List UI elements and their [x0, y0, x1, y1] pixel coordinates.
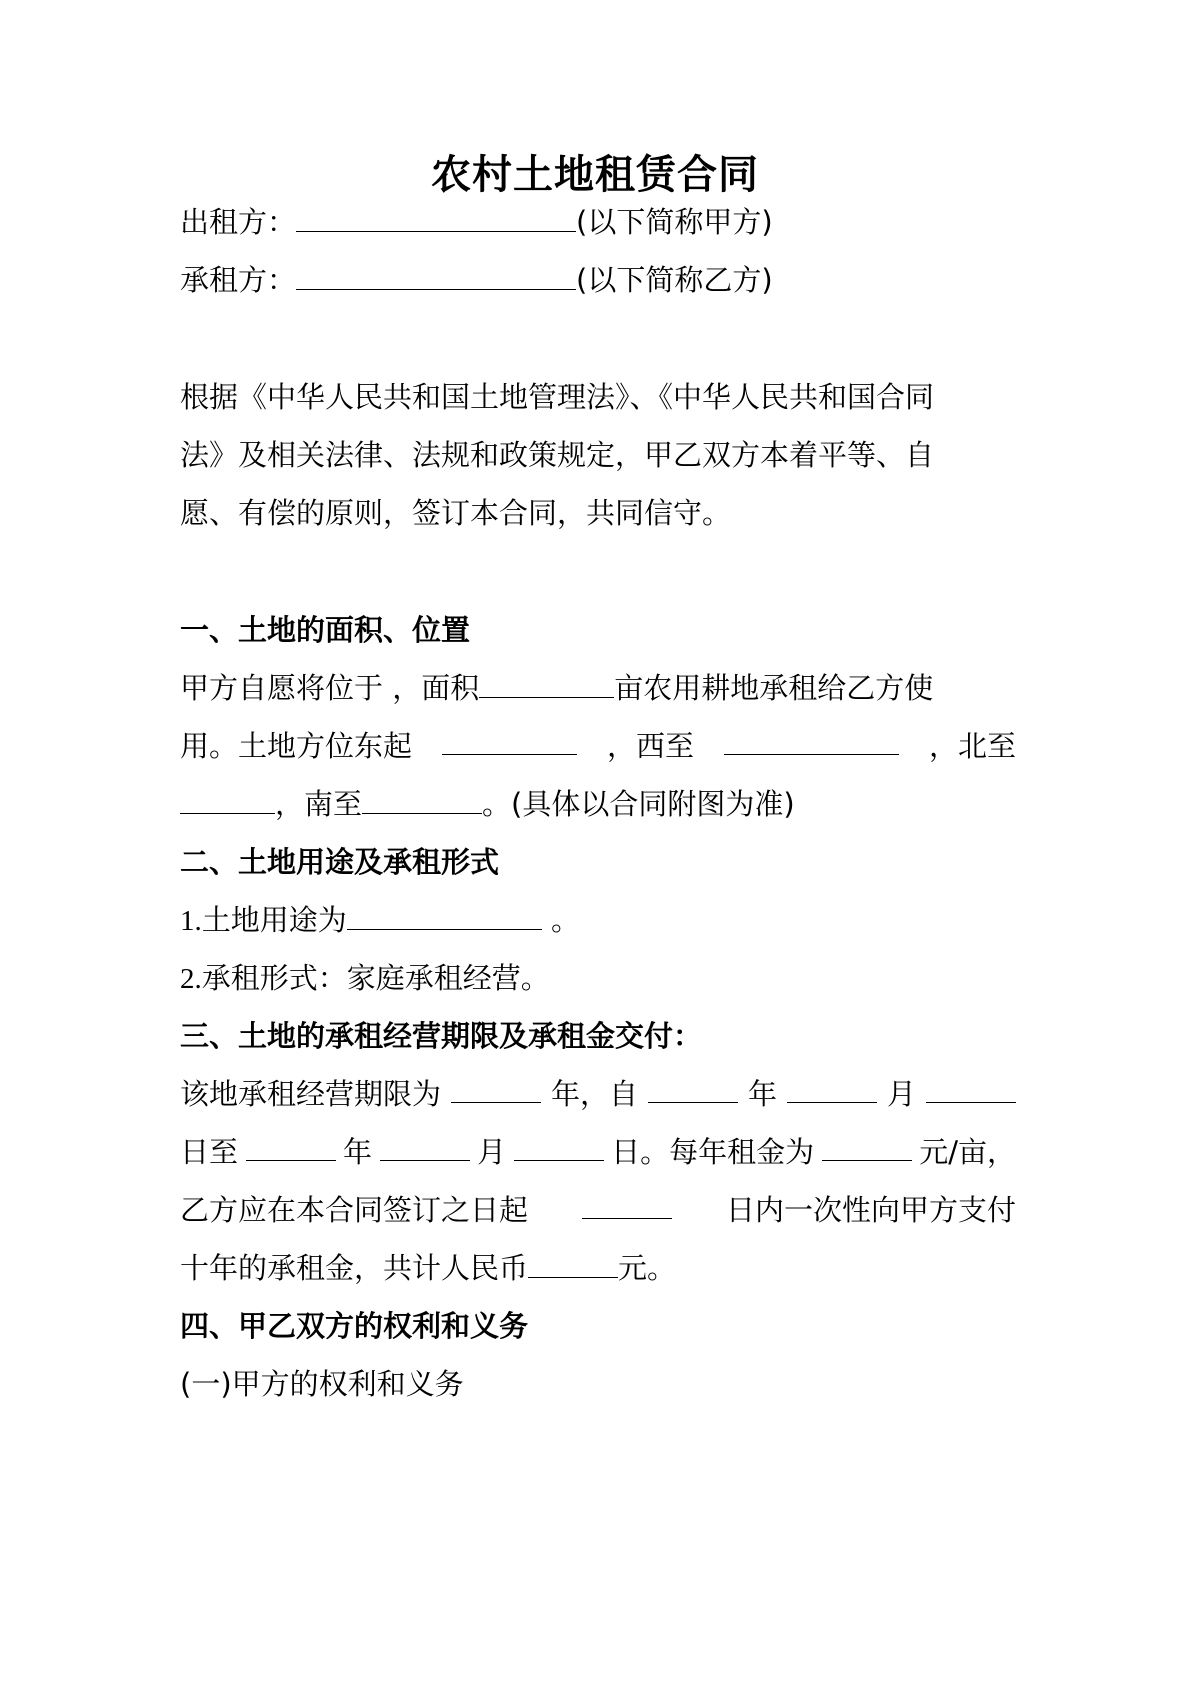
rent-per-mu-blank[interactable] [822, 1130, 912, 1161]
section4-heading: 四、甲乙双方的权利和义务 [180, 1309, 529, 1343]
document-title: 农村土地租赁合同 [431, 152, 759, 198]
section3-line-3 [180, 1188, 1016, 1232]
section1-text: ，西至 [606, 729, 694, 763]
term-years-blank[interactable] [451, 1072, 541, 1103]
section3-text: 乙方应在本合同签订之日起 [180, 1193, 529, 1227]
section3-text: 年 [747, 1077, 777, 1111]
lessor-line [180, 200, 1020, 244]
section3-line-1 [180, 1072, 1016, 1116]
section1-text: ，北至 [928, 729, 1016, 763]
total-rent-blank[interactable] [528, 1247, 618, 1278]
lessor-label: 出租方： [180, 205, 297, 239]
section3-text: 日。每年租金为 [611, 1135, 815, 1169]
lessee-name-blank[interactable] [296, 259, 576, 290]
end-month-blank[interactable] [380, 1130, 470, 1161]
lessor-name-blank[interactable] [296, 201, 576, 232]
section1-heading: 一、土地的面积、位置 [180, 613, 471, 647]
start-month-blank[interactable] [787, 1072, 877, 1103]
item-number: 1. [180, 905, 202, 937]
area-blank[interactable] [479, 667, 614, 698]
section3-text: 元/亩， [919, 1135, 1016, 1169]
section1-line-2 [180, 724, 1016, 768]
west-boundary-blank[interactable] [724, 724, 899, 755]
section1-text: 亩农用耕地承租给乙方使 [614, 671, 934, 705]
section3-text: 元。 [618, 1251, 677, 1285]
section3-line-4 [180, 1246, 1020, 1290]
section3-text: 该地承租经营期限为 [180, 1077, 442, 1111]
north-boundary-blank[interactable] [180, 783, 275, 814]
lessee-line [180, 258, 1020, 302]
section2-item-2 [180, 956, 1020, 1001]
section3-text: 十年的承租金，共计人民币 [180, 1251, 529, 1285]
section1-line-3 [180, 782, 1020, 826]
section2-text: 土地用途为 [201, 903, 347, 937]
section3-text: 日内一次性向甲方支付 [725, 1193, 1016, 1227]
section3-text: 月 [886, 1077, 916, 1111]
section2-heading: 二、土地用途及承租形式 [180, 845, 500, 879]
section2-text: 。 [541, 903, 580, 937]
section3-heading: 三、土地的承租经营期限及承租金交付： [180, 1019, 703, 1053]
section3-text: 年 [343, 1135, 373, 1169]
south-boundary-blank[interactable] [362, 783, 482, 814]
start-year-blank[interactable] [648, 1072, 738, 1103]
start-day-blank[interactable] [926, 1072, 1016, 1103]
east-boundary-blank[interactable] [442, 724, 577, 755]
preamble-line-3: 愿、有偿的原则，签订本合同，共同信守。 [180, 496, 732, 530]
section3-text: 年，自 [550, 1077, 638, 1111]
section3-text: 日至 [180, 1135, 239, 1169]
section2-text: 承租形式：家庭承租经营。 [201, 961, 550, 995]
section2-item-1 [180, 898, 1020, 943]
section3-line-2 [180, 1130, 1016, 1174]
end-day-blank[interactable] [514, 1130, 604, 1161]
section1-text: 用。土地方位东起 [180, 729, 413, 763]
preamble-line-2: 法》及相关法律、法规和政策规定，甲乙双方本着平等、自 [180, 438, 935, 472]
section3-text: 月 [477, 1135, 507, 1169]
section1-text: 甲方自愿将位于 ，面积 [180, 671, 480, 705]
land-use-blank[interactable] [347, 899, 542, 930]
lessee-label: 承租方： [180, 263, 297, 297]
lessor-suffix: (以下简称甲方) [576, 205, 773, 239]
item-number: 2. [180, 963, 202, 995]
lessee-suffix: (以下简称乙方) [576, 263, 773, 297]
section1-text: ，南至 [275, 787, 363, 821]
payment-days-blank[interactable] [582, 1188, 672, 1219]
section4-subheading-1: (一)甲方的权利和义务 [180, 1367, 464, 1401]
section1-text: 。(具体以合同附图为准) [482, 787, 795, 821]
end-year-blank[interactable] [246, 1130, 336, 1161]
preamble-line-1: 根据《中华人民共和国土地管理法》、《中华人民共和国合同 [180, 380, 935, 414]
section1-line-1 [180, 666, 1020, 710]
